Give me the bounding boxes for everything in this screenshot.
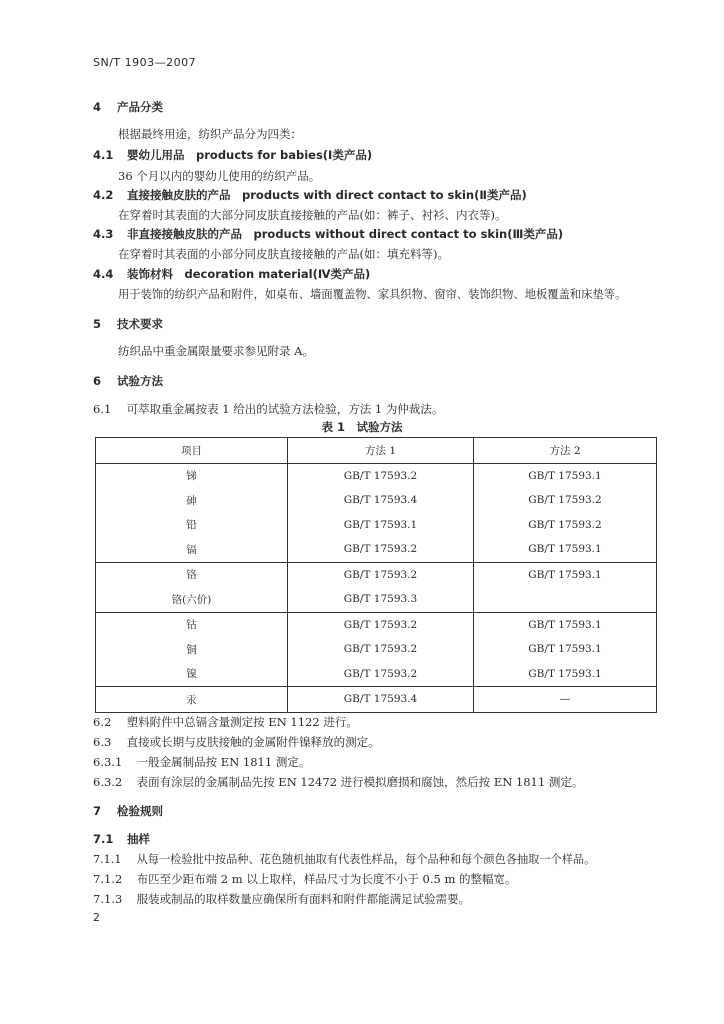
section-number: 7 — [93, 804, 102, 818]
test-methods-table — [95, 437, 657, 713]
clause-text: 服装或制品的取样数量应确保所有面料和附件都能满足试验需要。 — [136, 892, 471, 906]
table-cell: 钴 — [96, 612, 288, 637]
clause-number: 4.2 — [93, 188, 114, 202]
table-header-row — [96, 438, 657, 464]
table-cell: 汞 — [96, 687, 288, 713]
clause-7-1-1 — [93, 851, 595, 867]
clause-title: 婴幼儿用品 products for babies(Ⅰ类产品) — [127, 148, 373, 162]
table-cell: GB/T 17593.2 — [288, 463, 474, 488]
table-row — [96, 637, 657, 662]
clause-number: 4.4 — [93, 267, 114, 281]
section-title: 试验方法 — [117, 374, 164, 388]
section-number: 5 — [93, 317, 102, 331]
clause-text: 布匹至少距布端 2 m 以上取样，样品尺寸为长度不小于 0.5 m 的整幅宽。 — [136, 872, 517, 886]
table-row — [96, 513, 657, 538]
clause-text: 塑料附件中总镉含量测定按 EN 1122 进行。 — [126, 715, 358, 729]
table-cell: GB/T 17593.1 — [474, 612, 657, 637]
table-row — [96, 537, 657, 562]
table-cell: GB/T 17593.2 — [474, 488, 657, 513]
clause-4-3-heading — [93, 226, 563, 242]
clause-number: 4.3 — [93, 227, 114, 241]
clause-number: 6.3 — [93, 735, 112, 749]
section-number: 4 — [93, 100, 102, 114]
table-row — [96, 562, 657, 587]
table-cell: GB/T 17593.2 — [288, 612, 474, 637]
table-cell: GB/T 17593.1 — [474, 537, 657, 562]
table-cell: GB/T 17593.1 — [474, 637, 657, 662]
paragraph: 根据最终用途，纺织产品分为四类： — [118, 127, 302, 141]
clause-6-3 — [93, 734, 380, 750]
section-title: 技术要求 — [117, 317, 164, 331]
clause-number: 4.1 — [93, 148, 114, 162]
clause-number: 7.1.2 — [93, 872, 123, 886]
table-cell: 铬(六价) — [96, 587, 288, 612]
table-cell: GB/T 17593.4 — [288, 488, 474, 513]
table-cell: GB/T 17593.2 — [288, 537, 474, 562]
section-5-heading — [93, 316, 163, 332]
table-row — [96, 463, 657, 488]
column-header: 方法 2 — [474, 438, 657, 464]
table-cell: GB/T 17593.2 — [474, 513, 657, 538]
section-7-heading — [93, 803, 163, 819]
clause-6-1 — [93, 401, 443, 417]
clause-number: 6.1 — [93, 402, 112, 416]
section-title: 检验规则 — [117, 804, 164, 818]
section-4-heading — [93, 99, 163, 115]
clause-7-1-heading — [93, 831, 150, 847]
table-row — [96, 612, 657, 637]
paragraph: 在穿着时其表面的小部分同皮肤直接接触的产品(如：填充料等)。 — [118, 247, 449, 261]
clause-4-1-heading — [93, 147, 372, 163]
table-cell: 锑 — [96, 463, 288, 488]
clause-text: 可萃取重金属按表 1 给出的试验方法检验，方法 1 为仲裁法。 — [126, 402, 444, 416]
table-cell: 铬 — [96, 562, 288, 587]
table-cell: GB/T 17593.1 — [474, 562, 657, 587]
clause-4-4-heading — [93, 266, 370, 282]
table-cell: GB/T 17593.4 — [288, 687, 474, 713]
clause-text: 表面有涂层的金属制品先按 EN 12472 进行模拟磨损和腐蚀，然后按 EN 1811 测定。 — [136, 775, 584, 789]
paragraph: 36 个月以内的婴幼儿使用的纺织产品。 — [118, 169, 321, 183]
table-row — [96, 587, 657, 612]
table-row — [96, 662, 657, 687]
clause-number: 7.1 — [93, 832, 114, 846]
table-cell: 铜 — [96, 637, 288, 662]
clause-6-3-2 — [93, 774, 583, 790]
clause-6-3-1 — [93, 754, 310, 770]
page-number: 2 — [93, 911, 101, 924]
table-cell: GB/T 17593.3 — [288, 587, 474, 612]
clause-7-1-2 — [93, 871, 517, 887]
table-cell: 砷 — [96, 488, 288, 513]
clause-title: 直接接触皮肤的产品 products with direct contact to skin(Ⅱ类产品) — [127, 188, 527, 202]
table-caption: 表 1 试验方法 — [321, 420, 403, 434]
table-cell — [474, 587, 657, 612]
clause-number: 7.1.1 — [93, 853, 122, 866]
table-cell: GB/T 17593.1 — [474, 662, 657, 687]
table-cell: 铅 — [96, 513, 288, 538]
clause-title: 非直接接触皮肤的产品 products without direct contact to skin(Ⅲ类产品) — [127, 227, 564, 241]
column-header: 方法 1 — [288, 438, 474, 464]
table-row — [96, 687, 657, 713]
clause-6-2 — [93, 714, 358, 730]
table-cell: GB/T 17593.1 — [474, 463, 657, 488]
paragraph: 在穿着时其表面的大部分同皮肤直接接触的产品(如：裤子、衬衫、内衣等)。 — [118, 208, 507, 222]
table-cell: 镍 — [96, 662, 288, 687]
clause-number: 6.2 — [93, 715, 112, 729]
clause-title: 抽样 — [127, 832, 151, 846]
clause-text: 一般金属制品按 EN 1811 测定。 — [136, 755, 311, 769]
table-cell: GB/T 17593.2 — [288, 637, 474, 662]
paragraph: 用于装饰的纺织产品和附件，如桌布、墙面覆盖物、家具织物、窗帘、装饰织物、地板覆盖和床垫等。 — [118, 288, 627, 301]
clause-title: 装饰材料 decoration material(Ⅳ类产品) — [127, 267, 371, 281]
table-cell: — — [474, 687, 657, 713]
table-row — [96, 488, 657, 513]
clause-number: 6.3.2 — [93, 775, 123, 789]
standard-number-header: SN/T 1903—2007 — [93, 56, 197, 69]
clause-text: 直接或长期与皮肤接触的金属附件镍释放的测定。 — [126, 735, 380, 749]
table-cell: 镉 — [96, 537, 288, 562]
table-cell: GB/T 17593.2 — [288, 562, 474, 587]
column-header: 项目 — [96, 438, 288, 464]
section-number: 6 — [93, 374, 102, 388]
clause-text: 从每一检验批中按品种、花色随机抽取有代表性样品，每个品种和每个颜色各抽取一个样品。 — [136, 853, 596, 866]
clause-number: 6.3.1 — [93, 755, 123, 769]
clause-7-1-3 — [93, 891, 470, 907]
table-cell: GB/T 17593.1 — [288, 513, 474, 538]
clause-4-2-heading — [93, 187, 527, 203]
table-cell: GB/T 17593.2 — [288, 662, 474, 687]
section-6-heading — [93, 373, 163, 389]
clause-number: 7.1.3 — [93, 892, 123, 906]
section-title: 产品分类 — [117, 100, 164, 114]
paragraph: 纺织品中重金属限量要求参见附录 A。 — [118, 344, 314, 358]
